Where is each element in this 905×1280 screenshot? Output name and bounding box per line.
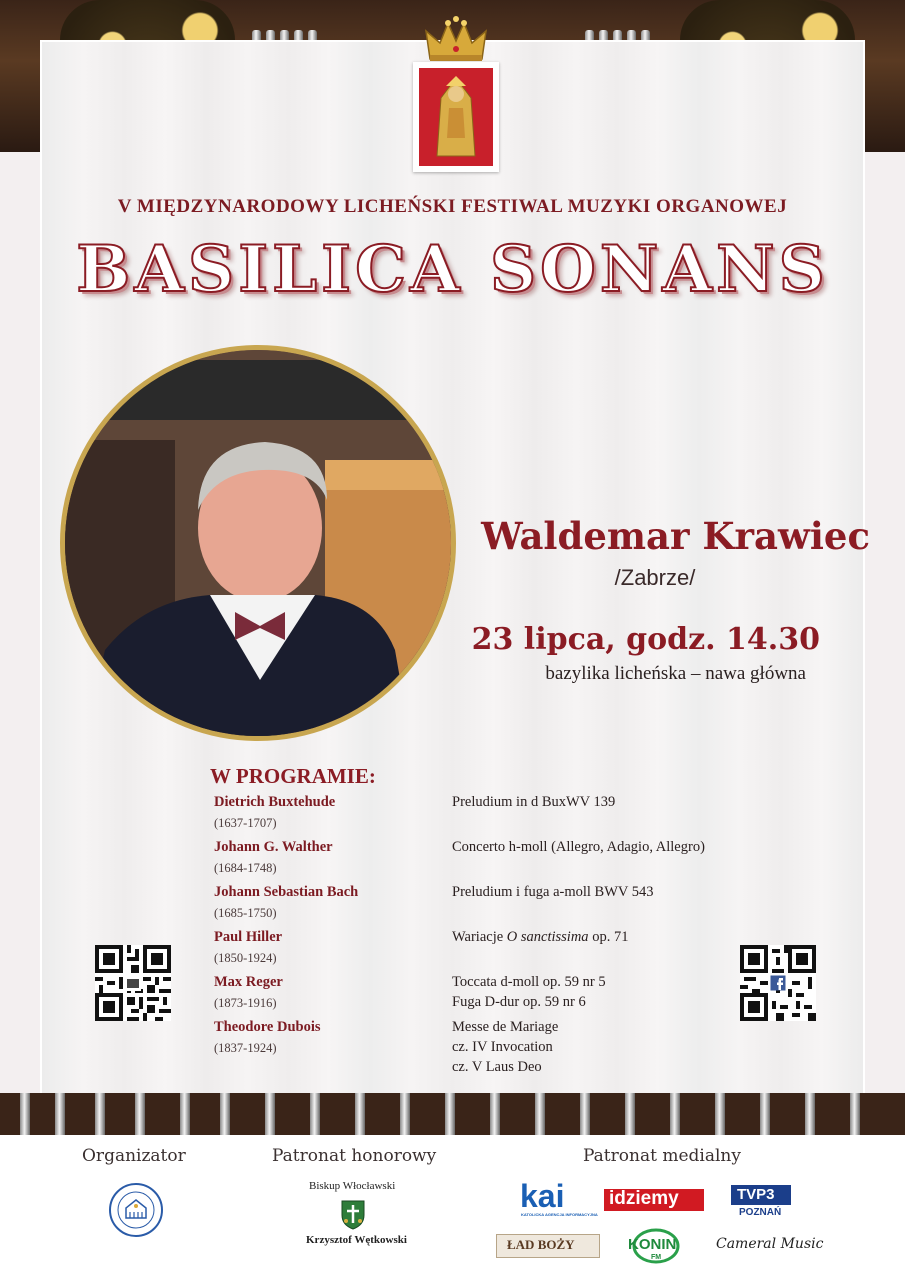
organ-footer-image xyxy=(0,1093,905,1135)
composer-years: (1685-1750) xyxy=(214,906,277,920)
organizer-heading: Organizator xyxy=(82,1146,186,1166)
konin-fm-logo-subtitle: FM xyxy=(651,1254,662,1261)
portrait-image xyxy=(65,350,451,736)
qr-code-right[interactable] xyxy=(740,945,816,1021)
bishop-coat-of-arms xyxy=(336,1197,370,1231)
cameral-music-logo[interactable] xyxy=(716,1234,824,1260)
concert-date: 23 lipca, godz. 14.30 xyxy=(471,622,820,657)
program-heading: W PROGRAMIE: xyxy=(210,764,376,788)
composer-name: Max Reger xyxy=(214,974,283,990)
qr-code-icon xyxy=(95,945,171,1021)
lad-bozy-logo-text: ŁAD BOŻY xyxy=(507,1237,575,1252)
kai-logo-subtitle: KATOLICKA AGENCJA INFORMACYJNA xyxy=(521,1212,598,1217)
composer-name: Johann Sebastian Bach xyxy=(214,884,359,900)
sanctuary-logo[interactable] xyxy=(108,1182,164,1238)
artist-city: /Zabrze/ xyxy=(614,565,696,590)
festival-title: V MIĘDZYNARODOWY LICHEŃSKI FESTIWAL MUZYKI ORGANOWEJ xyxy=(117,196,788,217)
crown-icon xyxy=(402,15,510,65)
composer-years: (1837-1924) xyxy=(214,1041,277,1055)
work-title: cz. V Laus Deo xyxy=(452,1059,542,1075)
cameral-music-logo-text: Cameral Music xyxy=(716,1236,824,1252)
madonna-emblem xyxy=(413,62,499,172)
sanctuary-logo-icon xyxy=(108,1182,164,1238)
kai-logo[interactable] xyxy=(520,1178,598,1222)
composer-name: Theodore Dubois xyxy=(214,1019,321,1035)
madonna-icon xyxy=(419,68,493,166)
kai-logo-text: kai xyxy=(520,1178,565,1214)
work-title: Messe de Mariage xyxy=(452,1019,559,1035)
lad-bozy-logo[interactable] xyxy=(496,1234,600,1258)
composer-name: Johann G. Walther xyxy=(214,839,333,855)
artist-portrait xyxy=(60,345,456,741)
composer-name: Paul Hiller xyxy=(214,929,283,945)
bishop-title: Biskup Włocławski xyxy=(309,1180,396,1192)
qr-code-icon xyxy=(740,945,816,1021)
concert-venue: bazylika licheńska – nawa główna xyxy=(545,663,806,684)
qr-code-left[interactable] xyxy=(95,945,171,1021)
main-title: BASILICA SONANS xyxy=(76,232,829,307)
composer-name: Dietrich Buxtehude xyxy=(214,794,336,810)
konin-fm-logo[interactable] xyxy=(624,1226,688,1266)
artist-name: Waldemar Krawiec xyxy=(481,514,870,558)
work-title: Concerto h-moll (Allegro, Adagio, Allegro) xyxy=(452,839,705,855)
tvp3-logo[interactable] xyxy=(731,1185,791,1221)
work-title: Fuga D-dur op. 59 nr 6 xyxy=(452,994,586,1010)
work-title: Preludium in d BuxWV 139 xyxy=(452,794,616,810)
honorary-patronage-heading: Patronat honorowy xyxy=(272,1146,437,1166)
composer-years: (1850-1924) xyxy=(214,951,277,965)
coat-of-arms-icon xyxy=(336,1197,370,1231)
work-title: Toccata d-moll op. 59 nr 5 xyxy=(452,974,606,990)
work-title: cz. IV Invocation xyxy=(452,1039,553,1055)
idziemy-logo-text: idziemy xyxy=(609,1188,679,1209)
composer-years: (1637-1707) xyxy=(214,816,277,830)
media-patronage-heading: Patronat medialny xyxy=(583,1146,741,1166)
idziemy-logo[interactable] xyxy=(604,1189,704,1211)
konin-fm-logo-text: KONIN xyxy=(628,1236,677,1253)
composer-years: (1684-1748) xyxy=(214,861,277,875)
tvp3-logo-text: TVP3 xyxy=(737,1186,775,1203)
composer-years: (1873-1916) xyxy=(214,996,277,1010)
work-title: Wariacje O sanctissima op. 71 xyxy=(452,929,629,945)
work-title: Preludium i fuga a-moll BWV 543 xyxy=(452,884,654,900)
bishop-name: Krzysztof Wętkowski xyxy=(306,1234,407,1246)
tvp3-logo-subtitle: POZNAŃ xyxy=(739,1207,782,1218)
